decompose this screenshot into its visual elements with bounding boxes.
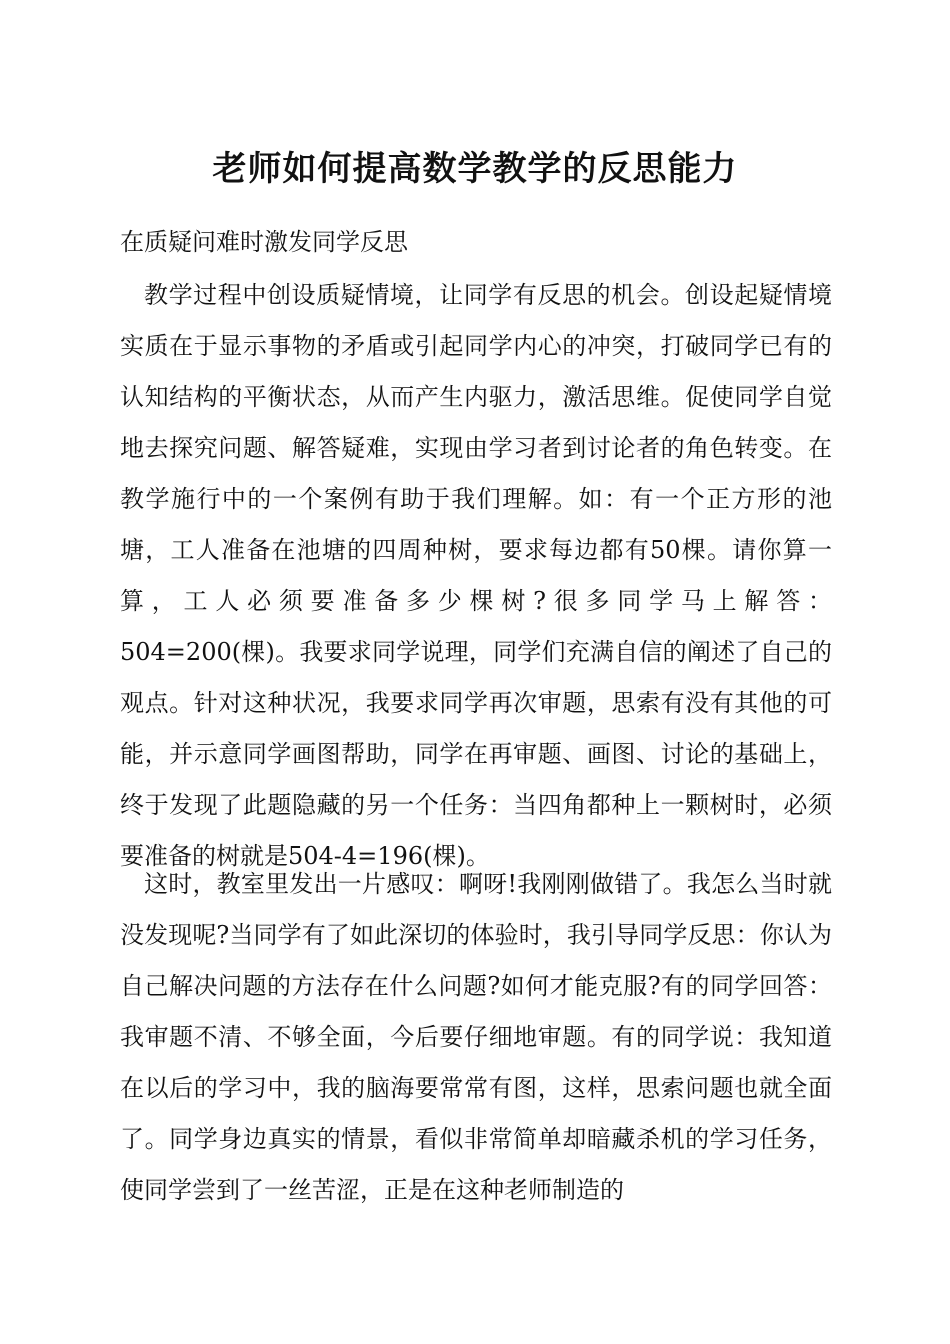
section-heading: 在质疑问难时激发同学反思 — [120, 228, 408, 256]
paragraph-2: 这时，教室里发出一片感叹：啊呀!我刚刚做错了。我怎么当时就没发现呢?当同学有了如此深切的体验时，我引导同学反思：你认为自己解决问题的方法存在什么问题?如何才能克服?有的同学回答：我审题不清、不够全面，今后要仔细地审题。有的同学说：我知道在以后的学习中，我的脑海要常常有图，这样，思索问题也就全面了。同学身边真实的情景，看似非常简单却暗藏杀机的学习任务，使同学尝到了一丝苦涩，正是在这种老师制造的 — [120, 870, 832, 1204]
document-title: 老师如何提高数学教学的反思能力 — [212, 149, 738, 189]
paragraph-1: 教学过程中创设质疑情境，让同学有反思的机会。创设起疑情境实质在于显示事物的矛盾或引起同学内心的冲突，打破同学已有的认知结构的平衡状态，从而产生内驱力，激活思维。促使同学自觉地去探究问题、解答疑难，实现由学习者到讨论者的角色转变。在教学施行中的一个案例有助于我们理解。如：有一个正方形的池塘，工人准备在池塘的四周种树，要求每边都有50棵。请你算一算，工人必须要准备多少棵树?很多同学马上解答：504=200(棵)。我要求同学说理，同学们充满自信的阐述了自己的观点。针对这种状况，我要求同学再次审题，思索有没有其他的可能，并示意同学画图帮助，同学在再审题、画图、讨论的基础上，终于发现了此题隐藏的另一个任务：当四角都种上一颗树时，必须要准备的树就是504-4=196(棵)。 — [120, 281, 832, 870]
